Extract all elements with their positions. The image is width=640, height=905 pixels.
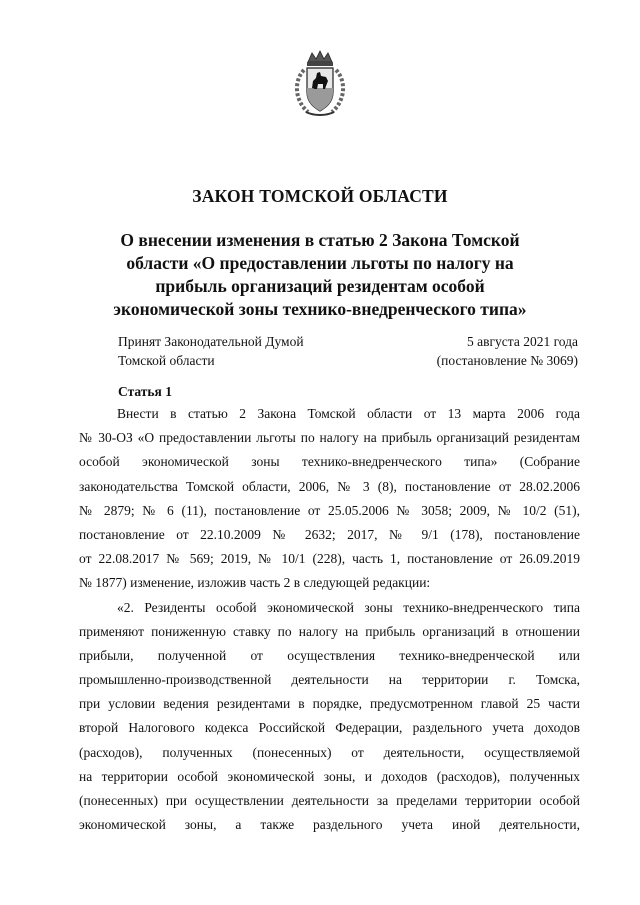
body-line: применяют пониженную ставку по налогу на прибыль организаций в отношении: [79, 623, 580, 639]
body-line: № 30-ОЗ «О предоставлении льготы по налогу на прибыль организаций резидентам: [79, 430, 580, 446]
body-line: второй Налогового кодекса Российской Федерации, раздельного учета доходов: [79, 720, 580, 736]
coat-of-arms-icon: [290, 48, 350, 120]
subject-line: области «О предоставлении льготы по налогу на: [126, 253, 514, 273]
law-subject-title: [80, 229, 560, 321]
subject-line: прибыль организаций резидентам особой: [155, 276, 485, 296]
body-line: (расходов), полученных (понесенных) от деятельности, осуществляемой: [79, 744, 580, 760]
adoption-date: [437, 332, 578, 370]
adopted-by: [118, 332, 304, 370]
body-line: № 2879; № 6 (11), постановление от 25.05.2006 № 3058; 2009, № 10/2 (51),: [79, 502, 580, 518]
body-line: особой экономической зоны технико-внедренческого типа» (Собрание: [79, 454, 580, 470]
adoption-resolution-line: (постановление № 3069): [436, 353, 578, 368]
adopted-by-line: Принят Законодательной Думой: [118, 334, 304, 349]
body-line: законодательства Томской области, 2006, № 3 (8), постановление от 28.02.2006: [79, 478, 580, 494]
adoption-date-line: 5 августа 2021 года: [467, 334, 578, 349]
body-line: от 22.08.2017 № 569; 2019, № 10/1 (228), часть 1, постановление от 26.09.2019: [79, 551, 580, 567]
article-heading: Статья 1: [118, 384, 172, 399]
law-title: ЗАКОН ТОМСКОЙ ОБЛАСТИ: [192, 186, 448, 206]
body-line: промышленно-производственной деятельности на территории г. Томска,: [79, 672, 580, 688]
article-body: [79, 402, 580, 837]
body-line: (понесенных) при осуществлении деятельности за пределами территории особой: [79, 793, 580, 808]
body-line: экономической зоны, а также раздельного учета иной деятельности,: [79, 817, 580, 833]
subject-line: О внесении изменения в статью 2 Закона Томской: [120, 230, 520, 250]
body-line: Внести в статью 2 Закона Томской области от 13 марта 2006 года: [117, 406, 580, 421]
body-line: при условии ведения резидентами в порядке, предусмотренном главой 25 части: [79, 696, 580, 712]
body-line: № 1877) изменение, изложив часть 2 в следующей редакции:: [79, 575, 431, 591]
subject-line: экономической зоны технико-внедренческого типа»: [113, 299, 527, 319]
body-line: на территории особой экономической зоны, и доходов (расходов), полученных: [79, 768, 580, 784]
body-line: «2. Резиденты особой экономической зоны технико-внедренческого типа: [117, 599, 580, 615]
adopted-by-line: Томской области: [118, 353, 215, 368]
body-line: прибыли, полученной от осуществления технико-внедренческой или: [79, 647, 580, 663]
body-line: постановление от 22.10.2009 № 2632; 2017, № 9/1 (178), постановление: [79, 526, 580, 542]
